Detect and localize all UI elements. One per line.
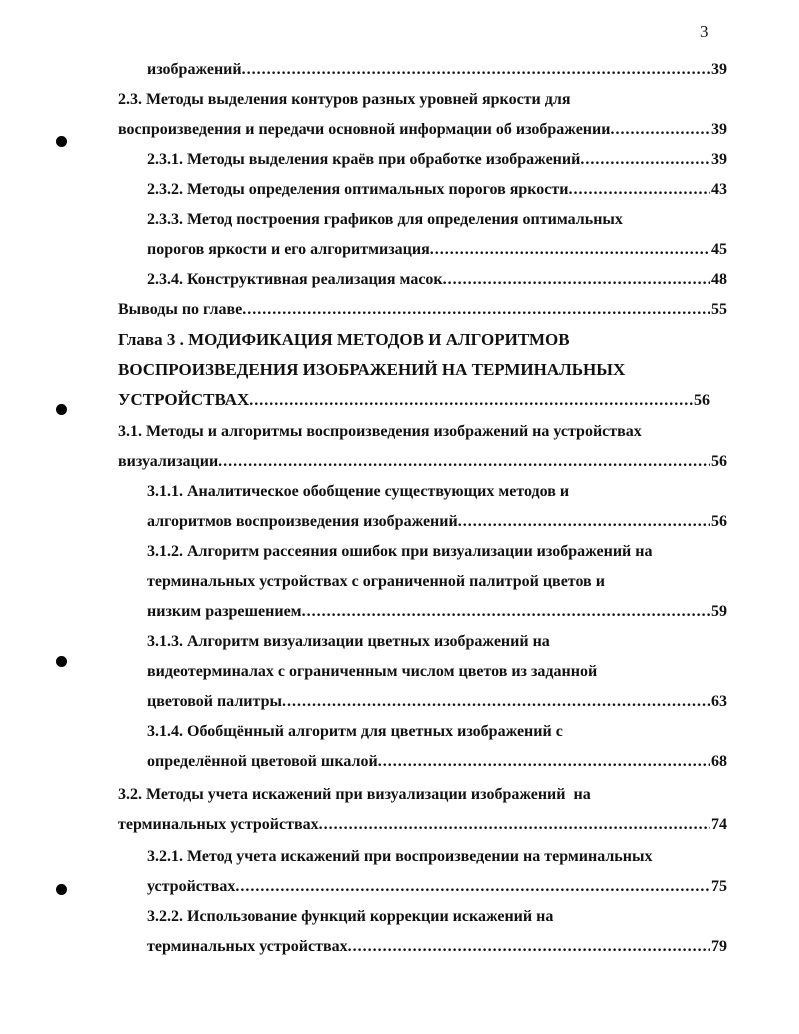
page-number: 3 [700, 22, 709, 41]
toc-line [118, 451, 727, 473]
toc-entry-text: терминальных устройствах [118, 816, 319, 833]
toc-entry-text: определённой цветовой шкалой [147, 753, 378, 770]
toc-entry-text: 3.1. Методы и алгоритмы воспроизведения изображений на устройствах [118, 423, 642, 440]
toc-page-number: 56 [711, 453, 727, 470]
toc-page-number: 55 [711, 301, 727, 318]
toc-line [147, 691, 727, 713]
toc-line [147, 209, 623, 231]
toc-entry-text: УСТРОЙСТВАХ [118, 390, 250, 409]
toc-entry-text: видеотерминалах с ограниченным числом цветов из заданной [147, 663, 598, 680]
toc-page-number: 59 [711, 603, 727, 620]
toc-page-number: 56 [711, 513, 727, 530]
leader-dots [610, 119, 710, 141]
leader-dots [430, 239, 710, 261]
toc-entry-text: 3.1.1. Аналитическое обобщение существующих методов и [147, 483, 570, 500]
toc-entry-text: цветовой палитры [147, 693, 282, 710]
leader-dots [348, 936, 710, 958]
leader-dots [249, 390, 693, 412]
margin-bullet-2 [56, 404, 67, 415]
toc-entry-text: 2.3.3. Метод построения графиков для определения оптимальных [147, 211, 623, 228]
leader-dots [568, 179, 710, 201]
toc-page-number: 48 [711, 271, 727, 288]
toc-page-number: 63 [711, 693, 727, 710]
toc-entry-text: 2.3.1. Методы выделения краёв при обработке изображений [147, 151, 581, 168]
toc-entry-text: Глава 3 . МОДИФИКАЦИЯ МЕТОДОВ И АЛГОРИТМОВ [118, 330, 570, 349]
toc-entry-text: устройствах [147, 878, 236, 895]
toc-entry-text: 3.1.4. Обобщённый алгоритм для цветных изображений с [147, 723, 563, 740]
leader-dots [319, 814, 710, 836]
toc-line [147, 511, 727, 533]
toc-line [147, 179, 727, 201]
toc-entry-text: ВОСПРОИЗВЕДЕНИЯ ИЗОБРАЖЕНИЙ НА ТЕРМИНАЛЬНЫХ [118, 360, 626, 379]
toc-page-number: 39 [711, 151, 727, 168]
toc-page-number: 39 [711, 121, 727, 138]
margin-bullet-3 [56, 656, 67, 667]
toc-entry-text: 3.2. Методы учета искажений при визуализации изображений на [118, 786, 591, 803]
toc-line [147, 59, 727, 81]
toc-page-number: 43 [711, 181, 727, 198]
toc-entry-text: изображений [147, 61, 242, 78]
toc-line [147, 541, 652, 563]
toc-entry-text: 3.2.2. Использование функций коррекции искажений на [147, 908, 554, 925]
toc-line [147, 481, 569, 503]
toc-line [147, 876, 727, 898]
toc-entry-text: низким разрешением [147, 603, 302, 620]
toc-page-number: 45 [711, 241, 727, 258]
leader-dots [443, 269, 710, 291]
margin-bullet-4 [56, 884, 67, 895]
toc-line [147, 751, 727, 773]
toc-line [118, 814, 727, 836]
toc-page-number: 79 [711, 938, 727, 955]
toc-entry-text: терминальных устройствах с ограниченной палитрой цветов и [147, 573, 605, 590]
leader-dots [235, 876, 710, 898]
leader-dots [282, 691, 710, 713]
toc-line [147, 721, 563, 743]
toc-entry-text: 3.1.2. Алгоритм рассеяния ошибок при визуализации изображений на [147, 543, 653, 560]
leader-dots [458, 511, 710, 533]
toc-line [147, 631, 550, 653]
toc-line [118, 299, 727, 321]
toc-line [118, 89, 570, 111]
toc-entry-text: Выводы по главе [118, 301, 243, 318]
toc-line [147, 936, 727, 958]
leader-dots [302, 601, 710, 623]
toc-line [118, 389, 710, 411]
toc-line [147, 601, 727, 623]
toc-entry-text: 3.2.1. Метод учета искажений при воспроизведении на терминальных [147, 848, 653, 865]
toc-entry-text: 2.3.2. Методы определения оптимальных порогов яркости [147, 181, 569, 198]
toc-page-number: 75 [711, 878, 727, 895]
toc-line [147, 269, 727, 291]
leader-dots [218, 451, 710, 473]
toc-entry-text: воспроизведения и передачи основной информации об изображении [118, 121, 611, 138]
toc-line [147, 571, 605, 593]
toc-entry-text: терминальных устройствах [147, 938, 348, 955]
toc-entry-text: порогов яркости и его алгоритмизация [147, 241, 430, 258]
toc-line [147, 846, 652, 868]
toc-entry-text: 3.1.3. Алгоритм визуализации цветных изображений на [147, 633, 550, 650]
toc-entry-text: алгоритмов воспроизведения изображений [147, 513, 458, 530]
leader-dots [378, 751, 710, 773]
toc-line [118, 359, 625, 381]
leader-dots [242, 299, 710, 321]
toc-line [118, 421, 642, 443]
toc-page-number: 39 [711, 61, 727, 78]
toc-page-number: 56 [694, 392, 710, 409]
toc-line [147, 239, 727, 261]
leader-dots [242, 59, 710, 81]
toc-line [147, 149, 727, 171]
toc-entry-text: 2.3.4. Конструктивная реализация масок [147, 271, 443, 288]
toc-line [147, 906, 553, 928]
toc-page-number: 74 [711, 816, 727, 833]
leader-dots [580, 149, 710, 171]
toc-entry-text: визуализации [118, 453, 219, 470]
toc-page-number: 68 [711, 753, 727, 770]
toc-line [118, 329, 570, 351]
toc-line [147, 661, 597, 683]
margin-bullet-1 [56, 136, 67, 147]
toc-entry-text: 2.3. Методы выделения контуров разных уровней яркости для [118, 91, 571, 108]
toc-line [118, 119, 727, 141]
toc-line [118, 784, 591, 806]
